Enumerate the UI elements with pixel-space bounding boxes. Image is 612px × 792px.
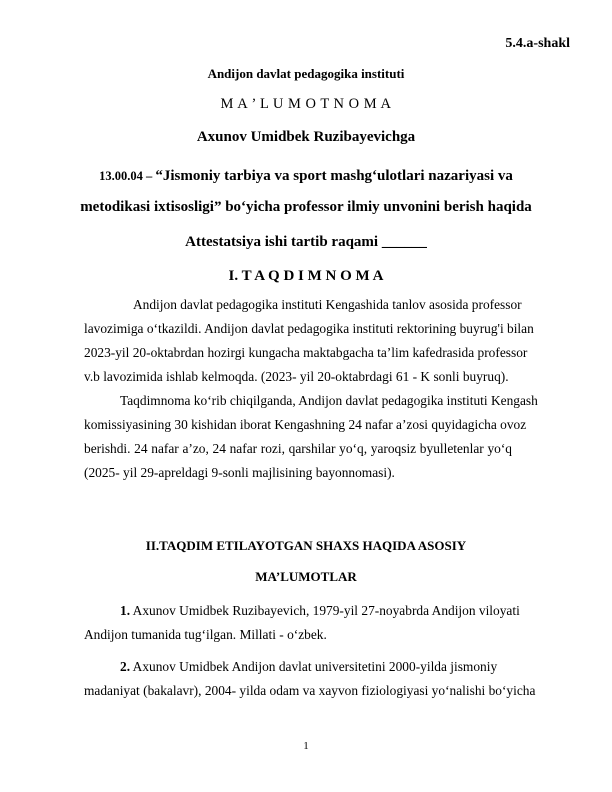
item-2-number: 2. <box>120 659 131 674</box>
page-number: 1 <box>303 740 309 752</box>
item-1-line-1 <box>120 603 520 619</box>
specialty-line-1 <box>0 168 612 185</box>
institute-name: Andijon davlat pedagogika instituti <box>207 66 405 81</box>
para1-line-1: Andijon davlat pedagogika instituti Kengashida tanlov asosida professor <box>133 297 522 312</box>
section-1-title: I. T A Q D I M N O M A <box>228 268 384 284</box>
item-1-line-2: Andijon tumanida tug‘ilgan. Millati - o‘zbek. <box>84 627 327 642</box>
attestation-number: Attestatsiya ishi tartib raqami ______ <box>185 234 427 250</box>
specialty-code: 13.00.04 – <box>99 169 156 183</box>
section-2-title-line-2: MA’LUMOTLAR <box>255 569 357 584</box>
section-2-title-line-1: II.TAQDIM ETILAYOTGAN SHAXS HAQIDA ASOSIY <box>145 538 467 553</box>
item-1-text: Axunov Umidbek Ruzibayevich, 1979-yil 27-noyabrda Andijon viloyati <box>130 603 520 618</box>
para2-line-3: berishdi. 24 nafar a’zo, 24 nafar rozi, qarshilar yo‘q, yaroqsiz byulletenlar yo‘q <box>84 441 512 456</box>
item-1-number: 1. <box>120 603 131 618</box>
specialty-text: “Jismoniy tarbiya va sport mashg‘ulotlari nazariyasi va <box>155 168 513 184</box>
item-2-line-2: madaniyat (bakalavr), 2004- yilda odam va xayvon fiziologiyasi yo‘nalishi bo‘yicha <box>84 683 536 698</box>
specialty-line-2: metodikasi ixtisosligi” bo‘yicha professor ilmiy unvonini berish haqida <box>80 199 532 215</box>
para2-line-2: komissiyasining 30 kishidan iborat Kengashning 24 nafar a’zosi quyidagicha ovoz <box>84 417 527 432</box>
para1-line-3: 2023-yil 20-oktabrdan hozirgi kungacha maktabgacha ta’lim kafedrasida professor <box>84 345 528 360</box>
para1-line-2: lavozimiga o‘tkazildi. Andijon davlat pedagogika instituti rektorining buyrug'i bilan <box>84 321 534 336</box>
person-name: Axunov Umidbek Ruzibayevichga <box>196 129 416 145</box>
item-2-line-1 <box>120 659 497 675</box>
para2-line-4: (2025- yil 29-apreldagi 9-sonli majlisining bayonnomasi). <box>84 465 395 480</box>
para2-line-1: Taqdimnoma ko‘rib chiqilganda, Andijon davlat pedagogika instituti Kengash <box>120 393 538 408</box>
document-title: M A ’ L U M O T N O M A <box>220 96 392 112</box>
para1-line-4: v.b lavozimida ishlab kelmoqda. (2023- yil 20-oktabrdagi 61 - K sonli buyruq). <box>84 369 509 384</box>
item-2-text: Axunov Umidbek Andijon davlat universitetini 2000-yilda jismoniy <box>130 659 498 674</box>
form-number: 5.4.a-shakl <box>505 36 570 51</box>
